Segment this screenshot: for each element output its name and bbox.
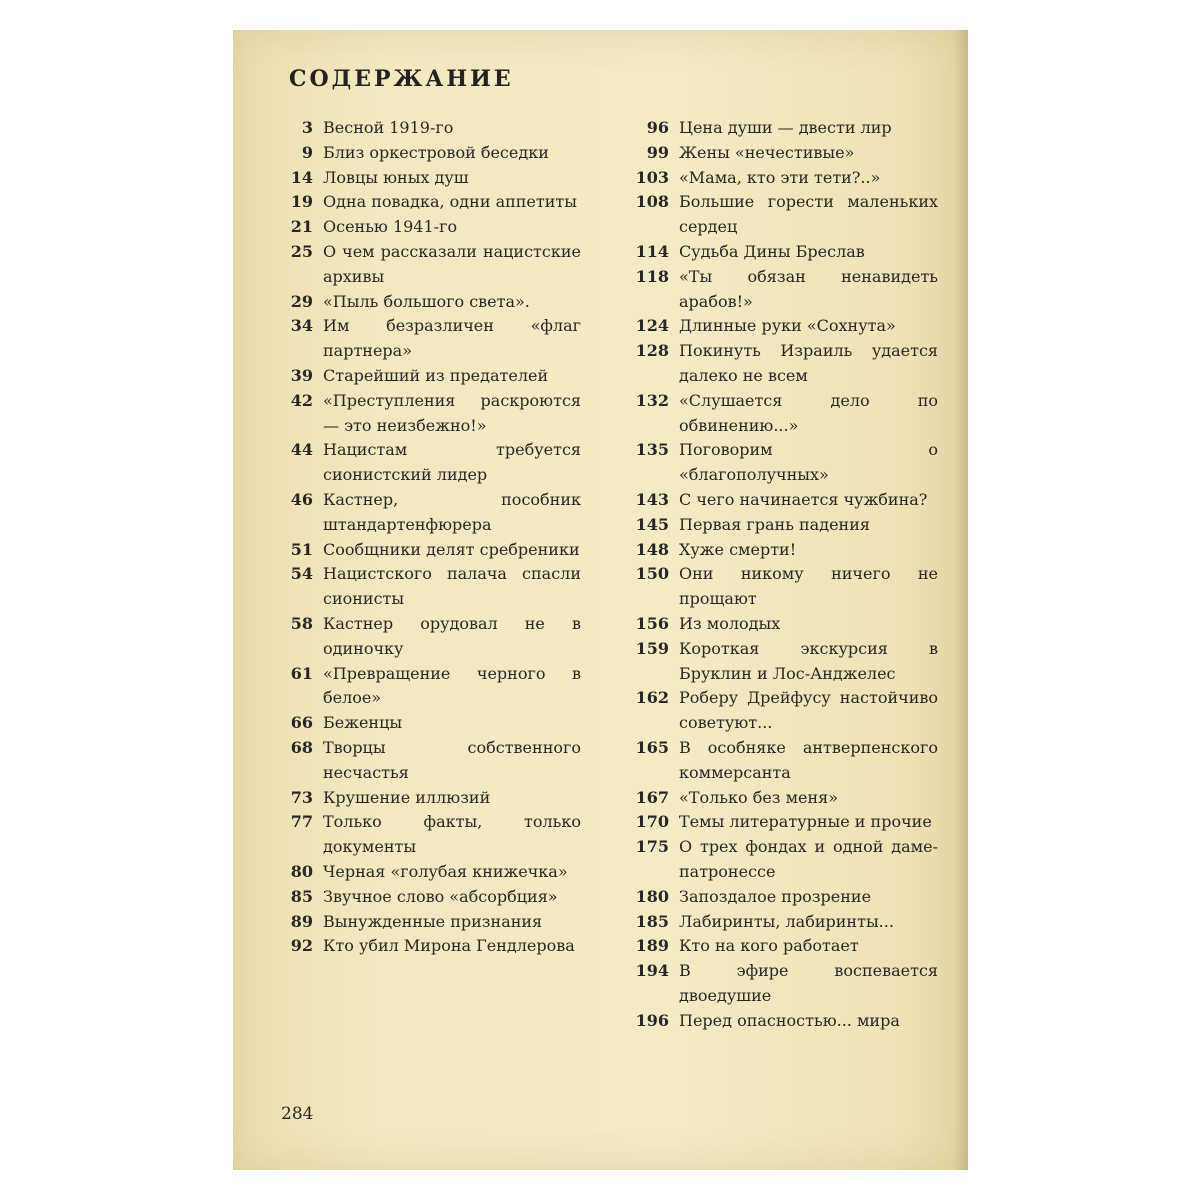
toc-entry (633, 959, 938, 1009)
toc-entry-title: Кто на кого работает (679, 936, 859, 956)
toc-page-number: 118 (635, 266, 669, 286)
toc-entry-title: Перед опасностью... мира (679, 1010, 900, 1030)
toc-entry (281, 612, 581, 662)
toc-entry-title: Темы литературные и прочие (679, 812, 932, 832)
toc-page-number: 159 (635, 638, 669, 658)
toc-entry-title: Близ оркестровой беседки (323, 142, 549, 162)
toc-page-number: 128 (635, 341, 669, 361)
toc-page-number: 135 (635, 440, 669, 460)
toc-entry-title: Ловцы юных душ (323, 167, 469, 187)
toc-entry (633, 166, 938, 191)
toc-entry-title: Крушение иллюзий (323, 787, 491, 807)
toc-entry (633, 141, 938, 166)
toc-entry (633, 538, 938, 563)
toc-entry (633, 513, 938, 538)
toc-page-number: 68 (290, 737, 313, 757)
toc-entry-title: Длинные руки «Сохнута» (679, 316, 896, 336)
toc-entry (281, 314, 581, 364)
toc-entry-title: «Преступления раскроются — это неизбежно!» (323, 390, 581, 435)
toc-page-number: 114 (635, 241, 669, 261)
toc-entry-title: Старейший из предателей (323, 365, 549, 385)
toc-page-number: 156 (635, 613, 669, 633)
toc-entry (633, 910, 938, 935)
toc-entry (281, 215, 581, 240)
toc-entry (281, 810, 581, 860)
toc-entry (633, 438, 938, 488)
toc-entry-title: Первая грань падения (679, 514, 870, 534)
toc-entry-title: Поговорим о «благополучных» (679, 440, 938, 485)
toc-page-number: 39 (290, 365, 313, 385)
toc-entry (633, 786, 938, 811)
toc-entry-title: Вынужденные признания (323, 911, 543, 931)
toc-entry (281, 488, 581, 538)
contents-heading: СОДЕРЖАНИЕ (289, 66, 514, 92)
toc-entry (281, 141, 581, 166)
toc-entry (633, 637, 938, 687)
toc-entry (633, 190, 938, 240)
toc-entry-title: «Ты обязан ненавидеть арабов!» (679, 266, 938, 311)
toc-page-number: 14 (290, 167, 313, 187)
toc-entry (281, 860, 581, 885)
toc-page-number: 180 (635, 886, 669, 906)
toc-page-number: 96 (646, 118, 669, 137)
toc-entry (281, 290, 581, 315)
toc-entry (281, 562, 581, 612)
toc-entry (633, 488, 938, 513)
toc-entry (633, 885, 938, 910)
toc-page-number: 175 (635, 837, 669, 857)
toc-entry-title: Лабиринты, лабиринты... (679, 911, 894, 931)
toc-page-number: 165 (635, 737, 669, 757)
toc-page-number: 103 (635, 167, 669, 187)
toc-entry (633, 314, 938, 339)
toc-page-number: 124 (635, 316, 669, 336)
toc-entry-title: Запоздалое прозрение (679, 886, 872, 906)
toc-entry-title: В эфире воспевается двоедушие (679, 961, 938, 1005)
toc-entry-title: Кастнер орудовал не в одиночку (323, 613, 581, 658)
toc-entry (281, 786, 581, 811)
toc-page-number: 89 (290, 911, 313, 931)
toc-entry (633, 389, 938, 439)
toc-page-number: 108 (635, 192, 669, 212)
toc-entry-title: Роберу Дрейфусу настойчиво советуют... (679, 688, 938, 733)
toc-entry-title: С чего начинается чужбина? (679, 489, 928, 509)
toc-page-number: 42 (290, 390, 313, 410)
toc-entry-title: Цена души — двести лир (679, 118, 892, 137)
toc-entry-title: О чем рассказали нацистские архивы (323, 241, 581, 286)
toc-entry-title: Весной 1919-го (323, 118, 454, 137)
toc-entry-title: «Слушается дело по обвинению...» (679, 390, 938, 435)
book-page (233, 30, 968, 1170)
toc-entry-title: Только факты, только документы (323, 812, 581, 857)
toc-entry-title: Осенью 1941-го (323, 217, 458, 237)
toc-entry (281, 240, 581, 290)
toc-entry (281, 934, 581, 959)
toc-entry (633, 934, 938, 959)
toc-page-number: 80 (290, 861, 313, 881)
toc-page-number: 196 (635, 1010, 669, 1030)
toc-page-number: 61 (290, 663, 313, 683)
toc-entry (281, 166, 581, 191)
toc-entry-title: «Пыль большого света». (323, 291, 530, 311)
toc-right-column (633, 116, 938, 1033)
toc-entry-title: Сообщники делят сребреники (323, 539, 580, 559)
toc-page-number: 143 (635, 489, 669, 509)
toc-page-number: 73 (290, 787, 313, 807)
toc-page-number: 185 (635, 911, 669, 931)
toc-page-number: 19 (290, 192, 313, 212)
toc-entry-title: «Только без меня» (679, 787, 839, 807)
toc-entry (633, 240, 938, 265)
toc-entry-title: Короткая экскурсия в Бруклин и Лос-Анджелес (679, 638, 938, 683)
toc-entry (633, 562, 938, 612)
toc-page-number: 3 (301, 118, 313, 137)
toc-entry (281, 364, 581, 389)
toc-entry-title: О трех фондах и одной даме-патронессе (679, 837, 938, 881)
toc-entry-title: Большие горести маленьких сердец (679, 192, 938, 237)
toc-entry (633, 1009, 938, 1034)
toc-entry-title: Из молодых (679, 613, 781, 633)
toc-entry (633, 810, 938, 835)
toc-entry-title: Нацистам требуется сионистский лидер (323, 440, 581, 485)
toc-page-number: 9 (301, 142, 313, 162)
toc-page-number: 148 (635, 539, 669, 559)
toc-entry-title: Судьба Дины Бреслав (679, 241, 865, 261)
toc-entry-title: «Превращение черного в белое» (323, 663, 581, 708)
toc-page-number: 189 (635, 936, 669, 956)
toc-page-number: 99 (646, 142, 669, 162)
toc-entry (633, 736, 938, 786)
toc-page-number: 66 (290, 713, 313, 733)
toc-page-number: 44 (290, 440, 313, 460)
toc-entry (281, 116, 581, 141)
toc-entry (633, 835, 938, 885)
toc-page-number: 194 (635, 961, 669, 981)
toc-entry-title: Им безразличен «флаг партнера» (323, 316, 581, 361)
toc-entry-title: Кастнер, пособник штандартенфюрера (323, 489, 581, 534)
toc-entry (633, 686, 938, 736)
toc-page-number: 21 (290, 217, 313, 237)
toc-entry (281, 910, 581, 935)
toc-page-number: 25 (290, 241, 313, 261)
toc-entry (633, 612, 938, 637)
toc-entry-title: Покинуть Израиль удается далеко не всем (679, 341, 938, 385)
toc-page-number: 92 (290, 936, 313, 956)
toc-entry-title: Одна повадка, одни аппетиты (323, 192, 577, 212)
toc-entry-title: «Мама, кто эти тети?..» (679, 167, 881, 187)
toc-entry-title: Звучное слово «абсорбция» (323, 886, 558, 906)
toc-entry (281, 711, 581, 736)
toc-entry (281, 662, 581, 712)
toc-entry (281, 190, 581, 215)
toc-entry-title: Кто убил Мирона Гендлерова (323, 936, 575, 956)
toc-page-number: 85 (290, 886, 313, 906)
toc-entry (633, 116, 938, 141)
toc-entry-title: Жены «нечестивые» (679, 142, 855, 162)
toc-entry-title: Черная «голубая книжечка» (323, 861, 568, 881)
toc-entry-title: Они никому ничего не прощают (679, 564, 938, 609)
toc-entry-title: Нацистского палача спасли сионисты (323, 564, 581, 609)
toc-page-number: 54 (290, 564, 313, 584)
toc-page-number: 51 (290, 539, 313, 559)
toc-entry (281, 885, 581, 910)
folio-page-number: 284 (281, 1104, 314, 1124)
toc-entry (281, 736, 581, 786)
toc-page-number: 46 (290, 489, 313, 509)
toc-page-number: 132 (635, 390, 669, 410)
toc-entry-title: Хуже смерти! (679, 539, 797, 559)
toc-entry (281, 438, 581, 488)
toc-page-number: 29 (290, 291, 313, 311)
toc-entry-title: В особняке антверпенского коммерсанта (679, 737, 938, 782)
toc-page-number: 77 (290, 812, 313, 832)
toc-page-number: 58 (290, 613, 313, 633)
toc-page-number: 34 (290, 316, 313, 336)
toc-page-number: 145 (635, 514, 669, 534)
toc-left-column (281, 116, 581, 959)
toc-entry (633, 265, 938, 315)
toc-page-number: 150 (635, 564, 669, 584)
toc-page-number: 170 (635, 812, 669, 832)
toc-entry (281, 389, 581, 439)
toc-entry-title: Творцы собственного несчастья (323, 737, 581, 782)
toc-entry-title: Беженцы (323, 713, 403, 733)
toc-entry (633, 339, 938, 389)
toc-entry (281, 538, 581, 563)
toc-page-number: 167 (635, 787, 669, 807)
toc-page-number: 162 (635, 688, 669, 708)
